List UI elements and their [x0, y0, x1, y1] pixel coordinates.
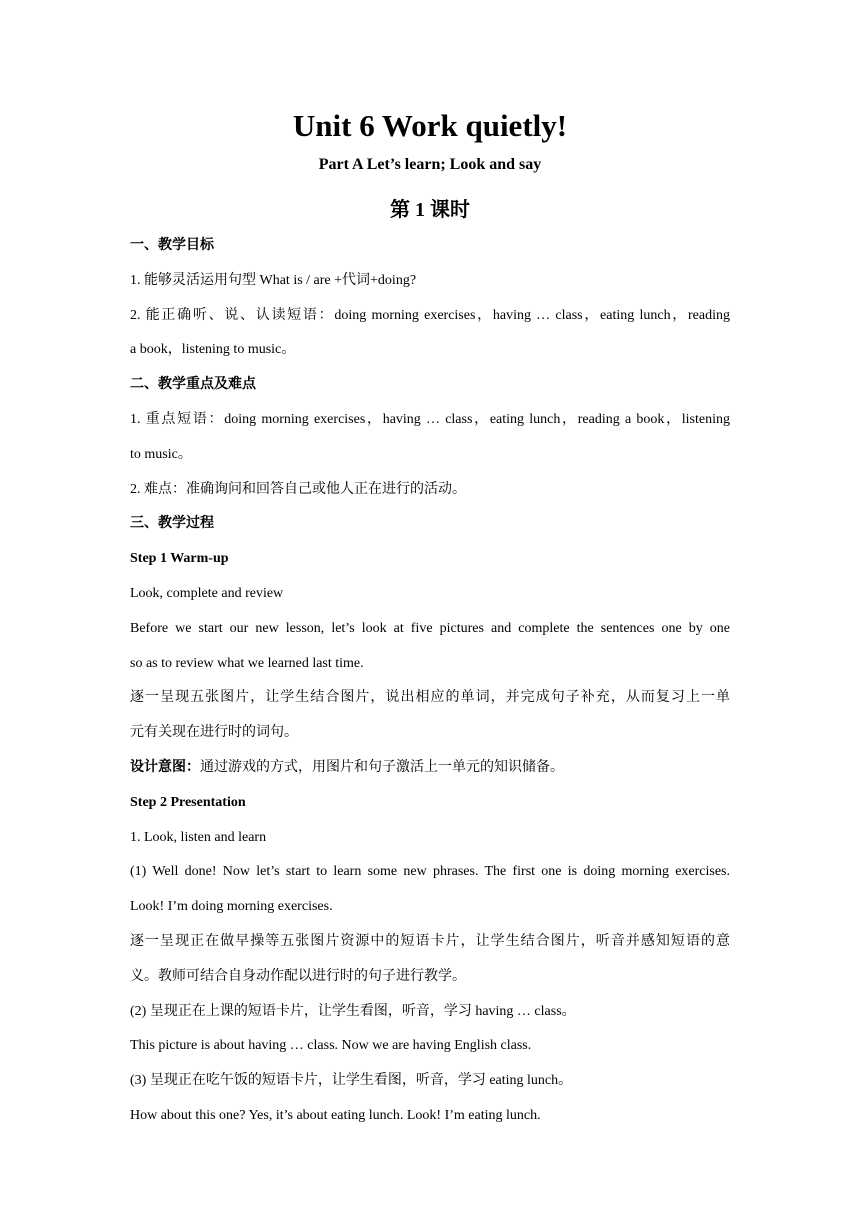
- goal-item-2-line-1: 2. 能正确听、说、认读短语：doing morning exercises，having … class，eating lunch，reading: [130, 307, 730, 323]
- design-intent: [130, 757, 730, 792]
- key-item-2: 2. 难点：准确询问和回答自己或他人正在进行的活动。: [130, 481, 466, 497]
- key-item-1-line-1: 1. 重点短语：doing morning exercises，having … class，eating lunch，reading a book，listening: [130, 411, 730, 427]
- step-1-cn-line-2: 元有关现在进行时的词句。: [130, 725, 298, 741]
- section-heading-process: 三、教学过程: [130, 516, 214, 532]
- presentation-2-cn: (2) 呈现正在上课的短语卡片，让学生看图，听音，学习 having … class。: [130, 1003, 576, 1019]
- presentation-3-cn: (3) 呈现正在吃午饭的短语卡片，让学生看图，听音，学习 eating lunch。: [130, 1073, 573, 1089]
- step-2-subheading: 1. Look, listen and learn: [130, 829, 267, 845]
- presentation-1-line-1: (1) Well done! Now let’s start to learn some new phrases. The first one is doing morning exercises.: [130, 864, 730, 880]
- step-2-heading: Step 2 Presentation: [130, 794, 246, 810]
- step-1-cn-line-1: 逐一呈现五张图片，让学生结合图片，说出相应的单词，并完成句子补充，从而复习上一单: [130, 690, 730, 706]
- document-body: [130, 235, 730, 1140]
- design-intent-text: 通过游戏的方式，用图片和句子激活上一单元的知识储备。: [200, 759, 564, 775]
- presentation-3-en: How about this one? Yes, it’s about eating lunch. Look! I’m eating lunch.: [130, 1107, 541, 1123]
- step-1-text-line-1: Before we start our new lesson, let’s look at five pictures and complete the sentences one by one: [130, 620, 730, 636]
- document-title: Unit 6 Work quietly!: [292, 108, 568, 143]
- goal-item-2-line-2: a book，listening to music。: [130, 342, 296, 358]
- step-1-text-line-2: so as to review what we learned last time.: [130, 655, 364, 671]
- step-1-heading: Step 1 Warm-up: [130, 551, 229, 567]
- step-1-subheading: Look, complete and review: [130, 585, 284, 601]
- section-heading-keypoints: 二、教学重点及难点: [130, 377, 256, 393]
- key-item-1-line-2: to music。: [130, 446, 192, 462]
- presentation-1-cn-line-2: 义。教师可结合自身动作配以进行时的句子进行教学。: [130, 968, 466, 984]
- presentation-2-en: This picture is about having … class. Now we are having English class.: [130, 1038, 532, 1054]
- presentation-1-line-2: Look! I’m doing morning exercises.: [130, 899, 333, 915]
- presentation-1-cn-line-1: 逐一呈现正在做早操等五张图片资源中的短语卡片，让学生结合图片，听音并感知短语的意: [130, 933, 730, 949]
- section-heading-goals: 一、教学目标: [130, 238, 214, 253]
- design-intent-label: 设计意图：: [130, 759, 200, 775]
- document-subtitle: Part A Let’s learn; Look and say: [318, 156, 542, 173]
- lesson-label: 第 1 课时: [390, 199, 470, 221]
- goal-item-1: 1. 能够灵活运用句型 What is / are +代词+doing?: [130, 272, 417, 288]
